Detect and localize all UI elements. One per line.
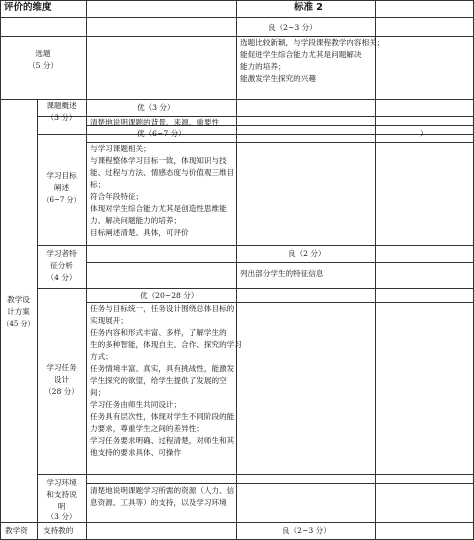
environment-criteria-line: 清楚地说明课题学习所需的资源（人力、信 xyxy=(90,486,235,495)
tasks-criteria-line: 学习任务由师生共同设计； xyxy=(90,400,182,409)
col-divider xyxy=(375,0,376,540)
tasks-criteria-line: 任务具有层次性，体现对学生不同阶段的能 xyxy=(90,412,235,421)
topic-criteria-line: 能力的培养； xyxy=(240,62,286,71)
tasks-criteria-line: 任务内容和形式丰富、多样，了解学生的 xyxy=(90,328,227,337)
header-divider xyxy=(0,17,474,18)
tasks-criteria-line: 任务与目标统一，任务设计围绕总体目标的 xyxy=(90,304,235,313)
overview-label: 课题概述 xyxy=(46,101,77,110)
learner-criteria: 列出部分学生的特征信息 xyxy=(240,269,324,278)
tasks-criteria-line: 间； xyxy=(90,388,106,397)
overview-grade: 优（3 分） xyxy=(137,103,175,112)
table-border-top xyxy=(0,0,474,1)
topic-criteria-line: 能促进学生综合能力尤其是问题解决 xyxy=(240,50,362,59)
design-label-line: 计方案 xyxy=(7,307,30,316)
goals-label-line: 阐述 xyxy=(53,183,70,192)
tasks-label-line: 学习任务 xyxy=(46,363,77,372)
environment-label-line: 学习环境 xyxy=(46,478,77,487)
goals-criteria-line: 与课程整体学习目标一致，体现知识与技 xyxy=(90,156,227,165)
tasks-criteria-line: 实现展开； xyxy=(90,316,128,325)
goals-label-line: 学习目标 xyxy=(46,171,77,180)
learner-label-line: （4 分） xyxy=(46,273,77,282)
row-divider xyxy=(0,36,474,37)
tasks-criteria-line: 任务情境丰富、真实，具有挑战性，能激发 xyxy=(90,364,235,373)
overview-criteria: 清楚地说明课题的背景、来源、重要性 xyxy=(90,118,220,127)
row-divider xyxy=(37,474,474,475)
goals-criteria-line: 符合年段特征； xyxy=(90,192,144,201)
topic-label: 选题 xyxy=(35,49,51,58)
col-divider xyxy=(236,0,237,540)
tasks-criteria-line: 方式； xyxy=(90,352,113,361)
row-divider xyxy=(37,134,474,135)
topic-score: （5 分） xyxy=(27,61,59,70)
resources-sub-label: 支持教的 xyxy=(43,526,74,535)
row-divider xyxy=(37,245,474,246)
tasks-criteria-line: 他支持的要求具体、可操作 xyxy=(90,448,182,457)
tasks-label-line: 设计 xyxy=(53,375,70,384)
goals-label-line: （6~7 分） xyxy=(42,196,81,204)
row-divider xyxy=(37,288,474,289)
row-divider xyxy=(86,483,474,484)
topic-criteria-line: 选题比较新颖，与学段课程教学内容相关； xyxy=(240,38,385,47)
header-standard-2: 标准 2 xyxy=(294,2,323,13)
col-divider xyxy=(37,99,38,540)
tasks-grade: 优（20~28 分） xyxy=(140,291,199,300)
environment-label-line: 和支持说 xyxy=(46,490,77,499)
topic-criteria-line: 能激发学生探究的兴趣 xyxy=(240,74,316,83)
tasks-label-line: （28 分） xyxy=(44,387,79,396)
goals-criteria-line: 目标阐述清楚、具体，可评价 xyxy=(90,228,189,237)
resources-label: 教学资 xyxy=(5,526,28,535)
environment-label-line: 明 xyxy=(57,502,66,511)
environment-criteria-line: 息资源、工具等）的支持，以及学习环境 xyxy=(90,498,227,507)
goals-criteria-line: 与学习课题相关； xyxy=(90,144,151,153)
learner-label-line: 学习者特 xyxy=(46,249,77,258)
goals-bracket: ） xyxy=(420,129,428,138)
environment-label-line: （3 分） xyxy=(46,512,77,521)
goals-criteria-line: 能、过程与方法、情感态度与价值观三维目 xyxy=(90,168,235,177)
goals-criteria-line: 体现对学生综合能力尤其是创造性思维能 xyxy=(90,204,227,213)
tasks-criteria-line: 学习任务要求明确、过程清楚，对师生和其 xyxy=(90,436,235,445)
tasks-criteria-line: 力要求，尊重学生之间的差异性； xyxy=(90,424,204,433)
row-divider xyxy=(86,262,474,263)
tasks-criteria-line: 生的多种智能，体现自主、合作、探究的学习 xyxy=(90,340,242,349)
goals-criteria-line: 力、解决问题能力的培养； xyxy=(90,216,182,225)
table-border-left xyxy=(0,0,1,540)
header-dimension: 评价的维度 xyxy=(4,2,52,13)
goals-grade: 优（6~7 分） xyxy=(137,129,186,138)
topic-grade: 良（2~3 分） xyxy=(268,23,317,32)
col-divider xyxy=(86,0,87,540)
tasks-criteria-line: 学生探究的欲望，给学生提供了发展的空 xyxy=(90,376,227,385)
learner-grade: 良（2 分） xyxy=(288,249,326,258)
design-label-line: 教学设 xyxy=(7,295,30,304)
goals-criteria-line: 标； xyxy=(90,180,106,189)
resources-grade: 良（2~3 分） xyxy=(282,526,331,535)
overview-score: （3 分） xyxy=(46,113,77,122)
learner-label-line: 征分析 xyxy=(50,261,73,270)
design-label-line: （45 分） xyxy=(2,320,35,328)
